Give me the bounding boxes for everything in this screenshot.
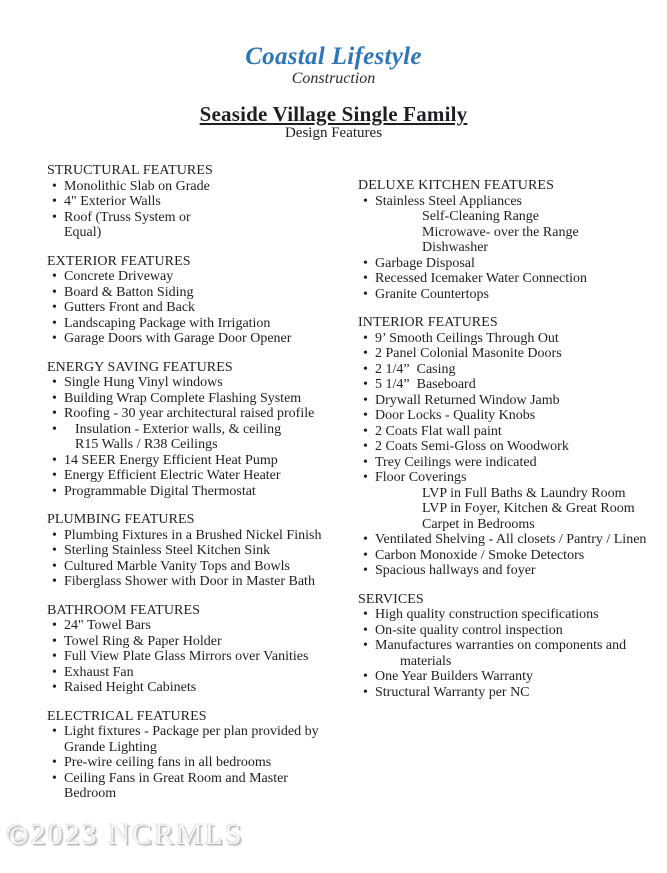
bullet-icon: •	[52, 724, 57, 739]
feature-text: Landscaping Package with Irrigation	[64, 315, 271, 331]
feature-text: Roofing - 30 year architectural raised profile	[64, 406, 315, 421]
feature-text: 5 1/4” Baseboard	[375, 377, 476, 392]
feature-item	[358, 563, 667, 579]
feature-subitem: LVP in Full Baths & Laundry Room	[422, 485, 626, 501]
feature-item	[358, 362, 667, 378]
feature-text: Structural Warranty per NC	[375, 684, 530, 700]
feature-text: Garage Doors with Garage Door Opener	[64, 331, 292, 346]
feature-text: Floor Coverings	[375, 470, 467, 485]
bullet-icon: •	[363, 255, 368, 271]
feature-item	[47, 210, 358, 226]
section-interior-features	[358, 315, 667, 579]
feature-item	[358, 623, 667, 639]
bullet-icon: •	[52, 680, 57, 695]
bullet-icon: •	[52, 543, 57, 558]
feature-text: Board & Batton Siding	[64, 284, 194, 300]
bullet-icon: •	[52, 452, 57, 468]
feature-text: Garbage Disposal	[375, 255, 475, 271]
feature-item	[358, 377, 667, 393]
feature-text: Door Locks - Quality Knobs	[375, 408, 536, 423]
left-column	[47, 163, 358, 815]
section-title: STRUCTURAL FEATURES	[47, 163, 213, 178]
bullet-icon: •	[52, 483, 57, 499]
feature-text: Concrete Driveway	[64, 269, 174, 284]
feature-text: Recessed Icemaker Water Connection	[375, 271, 588, 286]
feature-text: 24" Towel Bars	[64, 618, 151, 633]
section-electrical-features	[47, 709, 358, 802]
section-services	[358, 592, 667, 701]
feature-continuation: Bedroom	[64, 786, 117, 801]
feature-text: Sterling Stainless Steel Kitchen Sink	[64, 543, 271, 558]
bullet-icon: •	[363, 607, 368, 622]
section-title: EXTERIOR FEATURES	[47, 253, 191, 269]
bullet-icon: •	[363, 377, 368, 392]
feature-text: Plumbing Fixtures in a Brushed Nickel Finish	[64, 527, 322, 543]
section-title: SERVICES	[358, 591, 424, 607]
copyright-watermark: ©2023 NCRMLS	[6, 818, 244, 851]
feature-continuation: Equal)	[64, 225, 102, 240]
right-column	[358, 163, 667, 815]
bullet-icon: •	[52, 574, 57, 589]
page-subtitle: Design Features	[284, 125, 383, 141]
feature-text: Carbon Monoxide / Smoke Detectors	[375, 547, 585, 563]
feature-text: High quality construction specifications	[375, 607, 599, 622]
feature-text: Cultured Marble Vanity Tops and Bowls	[64, 558, 290, 574]
bullet-icon: •	[363, 669, 368, 684]
feature-text: 2 Coats Flat wall paint	[375, 423, 502, 439]
section-title: BATHROOM FEATURES	[47, 602, 200, 618]
feature-text: On-site quality control inspection	[375, 622, 563, 638]
feature-text: 4" Exterior Walls	[64, 194, 161, 209]
bullet-icon: •	[52, 406, 57, 421]
section-plumbing-features	[47, 512, 358, 590]
bullet-icon: •	[52, 375, 57, 390]
feature-columns	[0, 163, 667, 815]
feature-item	[47, 194, 358, 210]
bullet-icon: •	[363, 346, 368, 361]
feature-text: Pre-wire ceiling fans in all bedrooms	[64, 755, 272, 770]
section-title: ENERGY SAVING FEATURES	[47, 359, 233, 375]
feature-item	[47, 391, 358, 407]
feature-text: 9’ Smooth Ceilings Through Out	[375, 330, 559, 346]
bullet-icon: •	[52, 649, 57, 664]
feature-text: Energy Efficient Electric Water Heater	[64, 468, 281, 483]
bullet-icon: •	[363, 330, 368, 346]
feature-text: 2 1/4” Casing	[375, 361, 456, 377]
feature-item	[358, 532, 667, 548]
feature-item	[47, 528, 358, 544]
feature-item	[47, 406, 358, 422]
section-deluxe-kitchen-features	[358, 178, 667, 302]
feature-continuation: Grande Lighting	[64, 739, 157, 755]
feature-item	[47, 559, 358, 575]
bullet-icon: •	[52, 618, 57, 633]
feature-item	[47, 331, 358, 347]
feature-item	[47, 285, 358, 301]
bullet-icon: •	[52, 755, 57, 770]
feature-text: Trey Ceilings were indicated	[375, 454, 537, 470]
bullet-icon: •	[363, 423, 368, 439]
feature-item	[47, 468, 358, 484]
bullet-icon: •	[363, 408, 368, 423]
bullet-icon: •	[52, 315, 57, 331]
bullet-icon: •	[52, 421, 57, 437]
bullet-icon: •	[52, 390, 57, 406]
feature-item	[358, 287, 667, 303]
feature-item	[47, 269, 358, 285]
bullet-icon: •	[52, 664, 57, 680]
feature-item	[47, 375, 358, 391]
feature-text: Manufactures warranties on components and	[375, 638, 627, 653]
feature-subitem: Dishwasher	[422, 240, 489, 255]
feature-text: One Year Builders Warranty	[375, 669, 534, 684]
feature-item	[358, 455, 667, 471]
bullet-icon: •	[52, 194, 57, 209]
feature-item	[358, 331, 667, 347]
company-name: Coastal Lifestyle	[245, 43, 422, 70]
feature-subitem: LVP in Foyer, Kitchen & Great Room	[422, 501, 635, 516]
bullet-icon: •	[52, 209, 57, 225]
bullet-icon: •	[363, 684, 368, 700]
bullet-icon: •	[363, 361, 368, 377]
feature-item	[358, 346, 667, 362]
bullet-icon: •	[52, 284, 57, 300]
feature-item	[358, 393, 667, 409]
feature-item	[47, 543, 358, 559]
company-subtitle: Construction	[291, 70, 376, 87]
bullet-icon: •	[363, 454, 368, 470]
feature-item	[358, 408, 667, 424]
feature-text: Gutters Front and Back	[64, 300, 196, 315]
section-title: INTERIOR FEATURES	[358, 315, 498, 330]
feature-text: Monolithic Slab on Grade	[64, 178, 210, 194]
section-title: DELUXE KITCHEN FEATURES	[358, 178, 554, 193]
feature-text: Programmable Digital Thermostat	[64, 483, 256, 499]
feature-item	[47, 755, 358, 771]
bullet-icon: •	[363, 193, 368, 209]
feature-continuation: R15 Walls / R38 Ceilings	[75, 437, 218, 452]
feature-text: Towel Ring & Paper Holder	[64, 633, 222, 649]
bullet-icon: •	[363, 286, 368, 302]
bullet-icon: •	[363, 532, 368, 547]
feature-text: Insulation - Exterior walls, & ceiling	[75, 421, 282, 437]
section-structural-features	[47, 163, 358, 241]
bullet-icon: •	[52, 527, 57, 543]
feature-text: 14 SEER Energy Efficient Heat Pump	[64, 452, 278, 468]
feature-subitem: materials	[400, 653, 452, 669]
feature-text: 2 Coats Semi-Gloss on Woodwork	[375, 439, 569, 454]
feature-text: Granite Countertops	[375, 286, 489, 302]
feature-text: 2 Panel Colonial Masonite Doors	[375, 346, 562, 361]
bullet-icon: •	[363, 271, 368, 286]
feature-text: Drywall Returned Window Jamb	[375, 392, 560, 408]
feature-item	[358, 470, 667, 486]
feature-text: Light fixtures - Package per plan provided by	[64, 724, 319, 739]
feature-item	[47, 724, 358, 740]
bullet-icon: •	[363, 622, 368, 638]
feature-item	[358, 271, 667, 287]
feature-item	[47, 179, 358, 195]
feature-text: Building Wrap Complete Flashing System	[64, 390, 302, 406]
feature-item	[358, 548, 667, 564]
section-title: PLUMBING FEATURES	[47, 512, 195, 527]
feature-item	[358, 194, 667, 210]
bullet-icon: •	[363, 638, 368, 653]
feature-item	[358, 424, 667, 440]
section-exterior-features	[47, 254, 358, 347]
bullet-icon: •	[52, 770, 57, 786]
feature-item	[47, 634, 358, 650]
bullet-icon: •	[52, 178, 57, 194]
feature-text: Roof (Truss System or	[64, 209, 191, 225]
feature-item	[358, 607, 667, 623]
feature-item	[358, 669, 667, 685]
feature-text: Exhaust Fan	[64, 664, 134, 680]
feature-item	[47, 300, 358, 316]
bullet-icon: •	[363, 392, 368, 408]
feature-text: Single Hung Vinyl windows	[64, 375, 223, 390]
feature-item	[358, 256, 667, 272]
feature-item	[47, 484, 358, 500]
section-title: ELECTRICAL FEATURES	[47, 708, 207, 724]
bullet-icon: •	[363, 563, 368, 578]
bullet-icon: •	[52, 300, 57, 315]
feature-text: Fiberglass Shower with Door in Master Bath	[64, 574, 315, 589]
feature-item	[47, 649, 358, 665]
section-energy-saving-features	[47, 360, 358, 500]
feature-text: Spacious hallways and foyer	[375, 563, 536, 578]
bullet-icon: •	[52, 269, 57, 284]
feature-item	[358, 685, 667, 701]
page-title: Seaside Village Single Family	[199, 102, 468, 126]
feature-item	[47, 316, 358, 332]
bullet-icon: •	[363, 470, 368, 485]
bullet-icon: •	[363, 439, 368, 454]
feature-item	[47, 771, 358, 787]
feature-item	[47, 422, 358, 438]
bullet-icon: •	[363, 547, 368, 563]
bullet-icon: •	[52, 331, 57, 346]
feature-item	[358, 638, 667, 654]
feature-text: Stainless Steel Appliances	[375, 193, 522, 209]
feature-item	[47, 665, 358, 681]
feature-subitem: Self-Cleaning Range	[422, 209, 540, 224]
bullet-icon: •	[52, 468, 57, 483]
feature-item	[47, 453, 358, 469]
feature-item	[47, 680, 358, 696]
feature-text: Full View Plate Glass Mirrors over Vanities	[64, 649, 309, 664]
feature-text: Ceiling Fans in Great Room and Master	[64, 770, 288, 786]
bullet-icon: •	[52, 633, 57, 649]
feature-subitem: Carpet in Bedrooms	[422, 516, 535, 532]
feature-text: Raised Height Cabinets	[64, 680, 197, 695]
feature-text: Ventilated Shelving - All closets / Pantry / Linen	[375, 532, 647, 547]
feature-item	[358, 439, 667, 455]
section-bathroom-features	[47, 603, 358, 696]
bullet-icon: •	[52, 558, 57, 574]
feature-item	[47, 574, 358, 590]
feature-subitem: Microwave- over the Range	[422, 224, 579, 240]
feature-item	[47, 618, 358, 634]
document-header	[0, 0, 667, 141]
